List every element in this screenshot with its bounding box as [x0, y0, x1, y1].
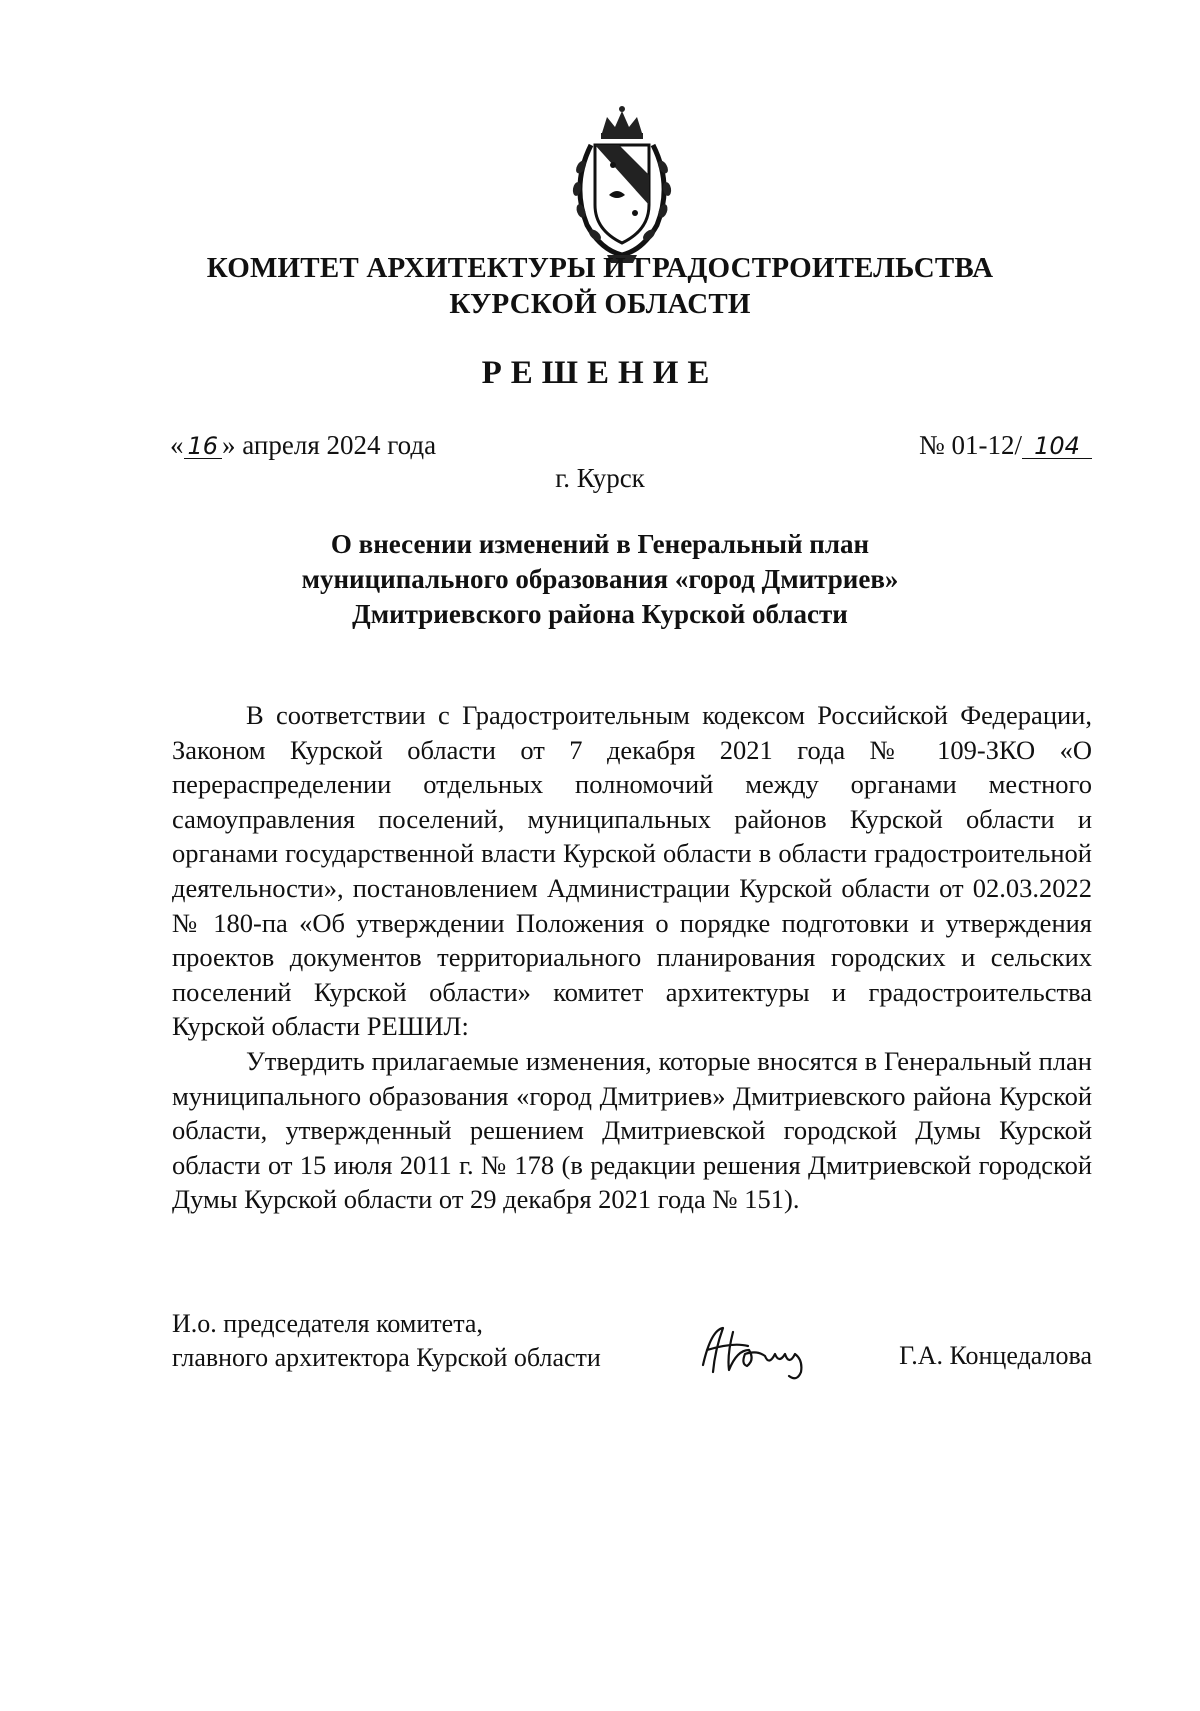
document-subject — [0, 527, 1200, 632]
number-handwritten: 104 — [1022, 434, 1092, 459]
organization-name-line2: КУРСКОЙ ОБЛАСТИ — [449, 288, 751, 320]
signatory-position — [172, 1307, 601, 1375]
body-paragraph-2: Утвердить прилагаемые изменения, которые вносятся в Генеральный план муниципального образования «город Дмитриев» Дмитриевского района Курской области, утвержденный решением Дмитриевской городской Думы Курской области от 15 июля 2011 г. № 178 (в редакции решения Дмитриевской городской Думы Курской области от 29 декабря 2021 года № 151). — [172, 1045, 1092, 1215]
date-day-handwritten: 16 — [184, 434, 223, 459]
organization-name — [0, 250, 1200, 322]
document-number — [919, 430, 1092, 461]
document-type-title: РЕШЕНИЕ — [481, 355, 719, 391]
coat-of-arms-icon — [557, 105, 687, 265]
subject-line3: Дмитриевского района Курской области — [352, 599, 848, 629]
signatory-position-line2: главного архитектора Курской области — [172, 1343, 601, 1372]
document-date — [170, 430, 436, 461]
signatory-name: Г.А. Концедалова — [899, 1341, 1092, 1370]
date-open-quote: « — [170, 430, 184, 460]
organization-name-line1: КОМИТЕТ АРХИТЕКТУРЫ И ГРАДОСТРОИТЕЛЬСТВА — [206, 252, 994, 284]
handwritten-signature-icon — [693, 1320, 838, 1380]
subject-line1: О внесении изменений в Генеральный план — [330, 529, 870, 559]
signatory-position-line1: И.о. председателя комитета, — [172, 1309, 483, 1338]
subject-line2: муниципального образования «город Дмитриев» — [301, 564, 899, 594]
number-prefix: № 01-12/ — [918, 430, 1022, 460]
date-rest: » апреля 2024 года — [222, 430, 437, 460]
document-body — [172, 698, 1092, 1217]
document-city: г. Курск — [555, 463, 645, 493]
body-paragraph-1: В соответствии с Градостроительным кодексом Российской Федерации, Законом Курской области от 7 декабря 2021 года № 109-ЗКО «О перераспределении отдельных полномочий между органами местного самоуправления поселений, муниципальных районов Курской области и органами государственной власти Курской области в области градостроительной деятельности», постановлением Администрации Курской области от 02.03.2022 № 180-па «Об утверждении Положения о порядке подготовки и утверждения проектов документов территориального планирования городских и сельских поселений Курской области» комитет архитектуры и градостроительства Курской области РЕШИЛ: — [172, 700, 1092, 1042]
